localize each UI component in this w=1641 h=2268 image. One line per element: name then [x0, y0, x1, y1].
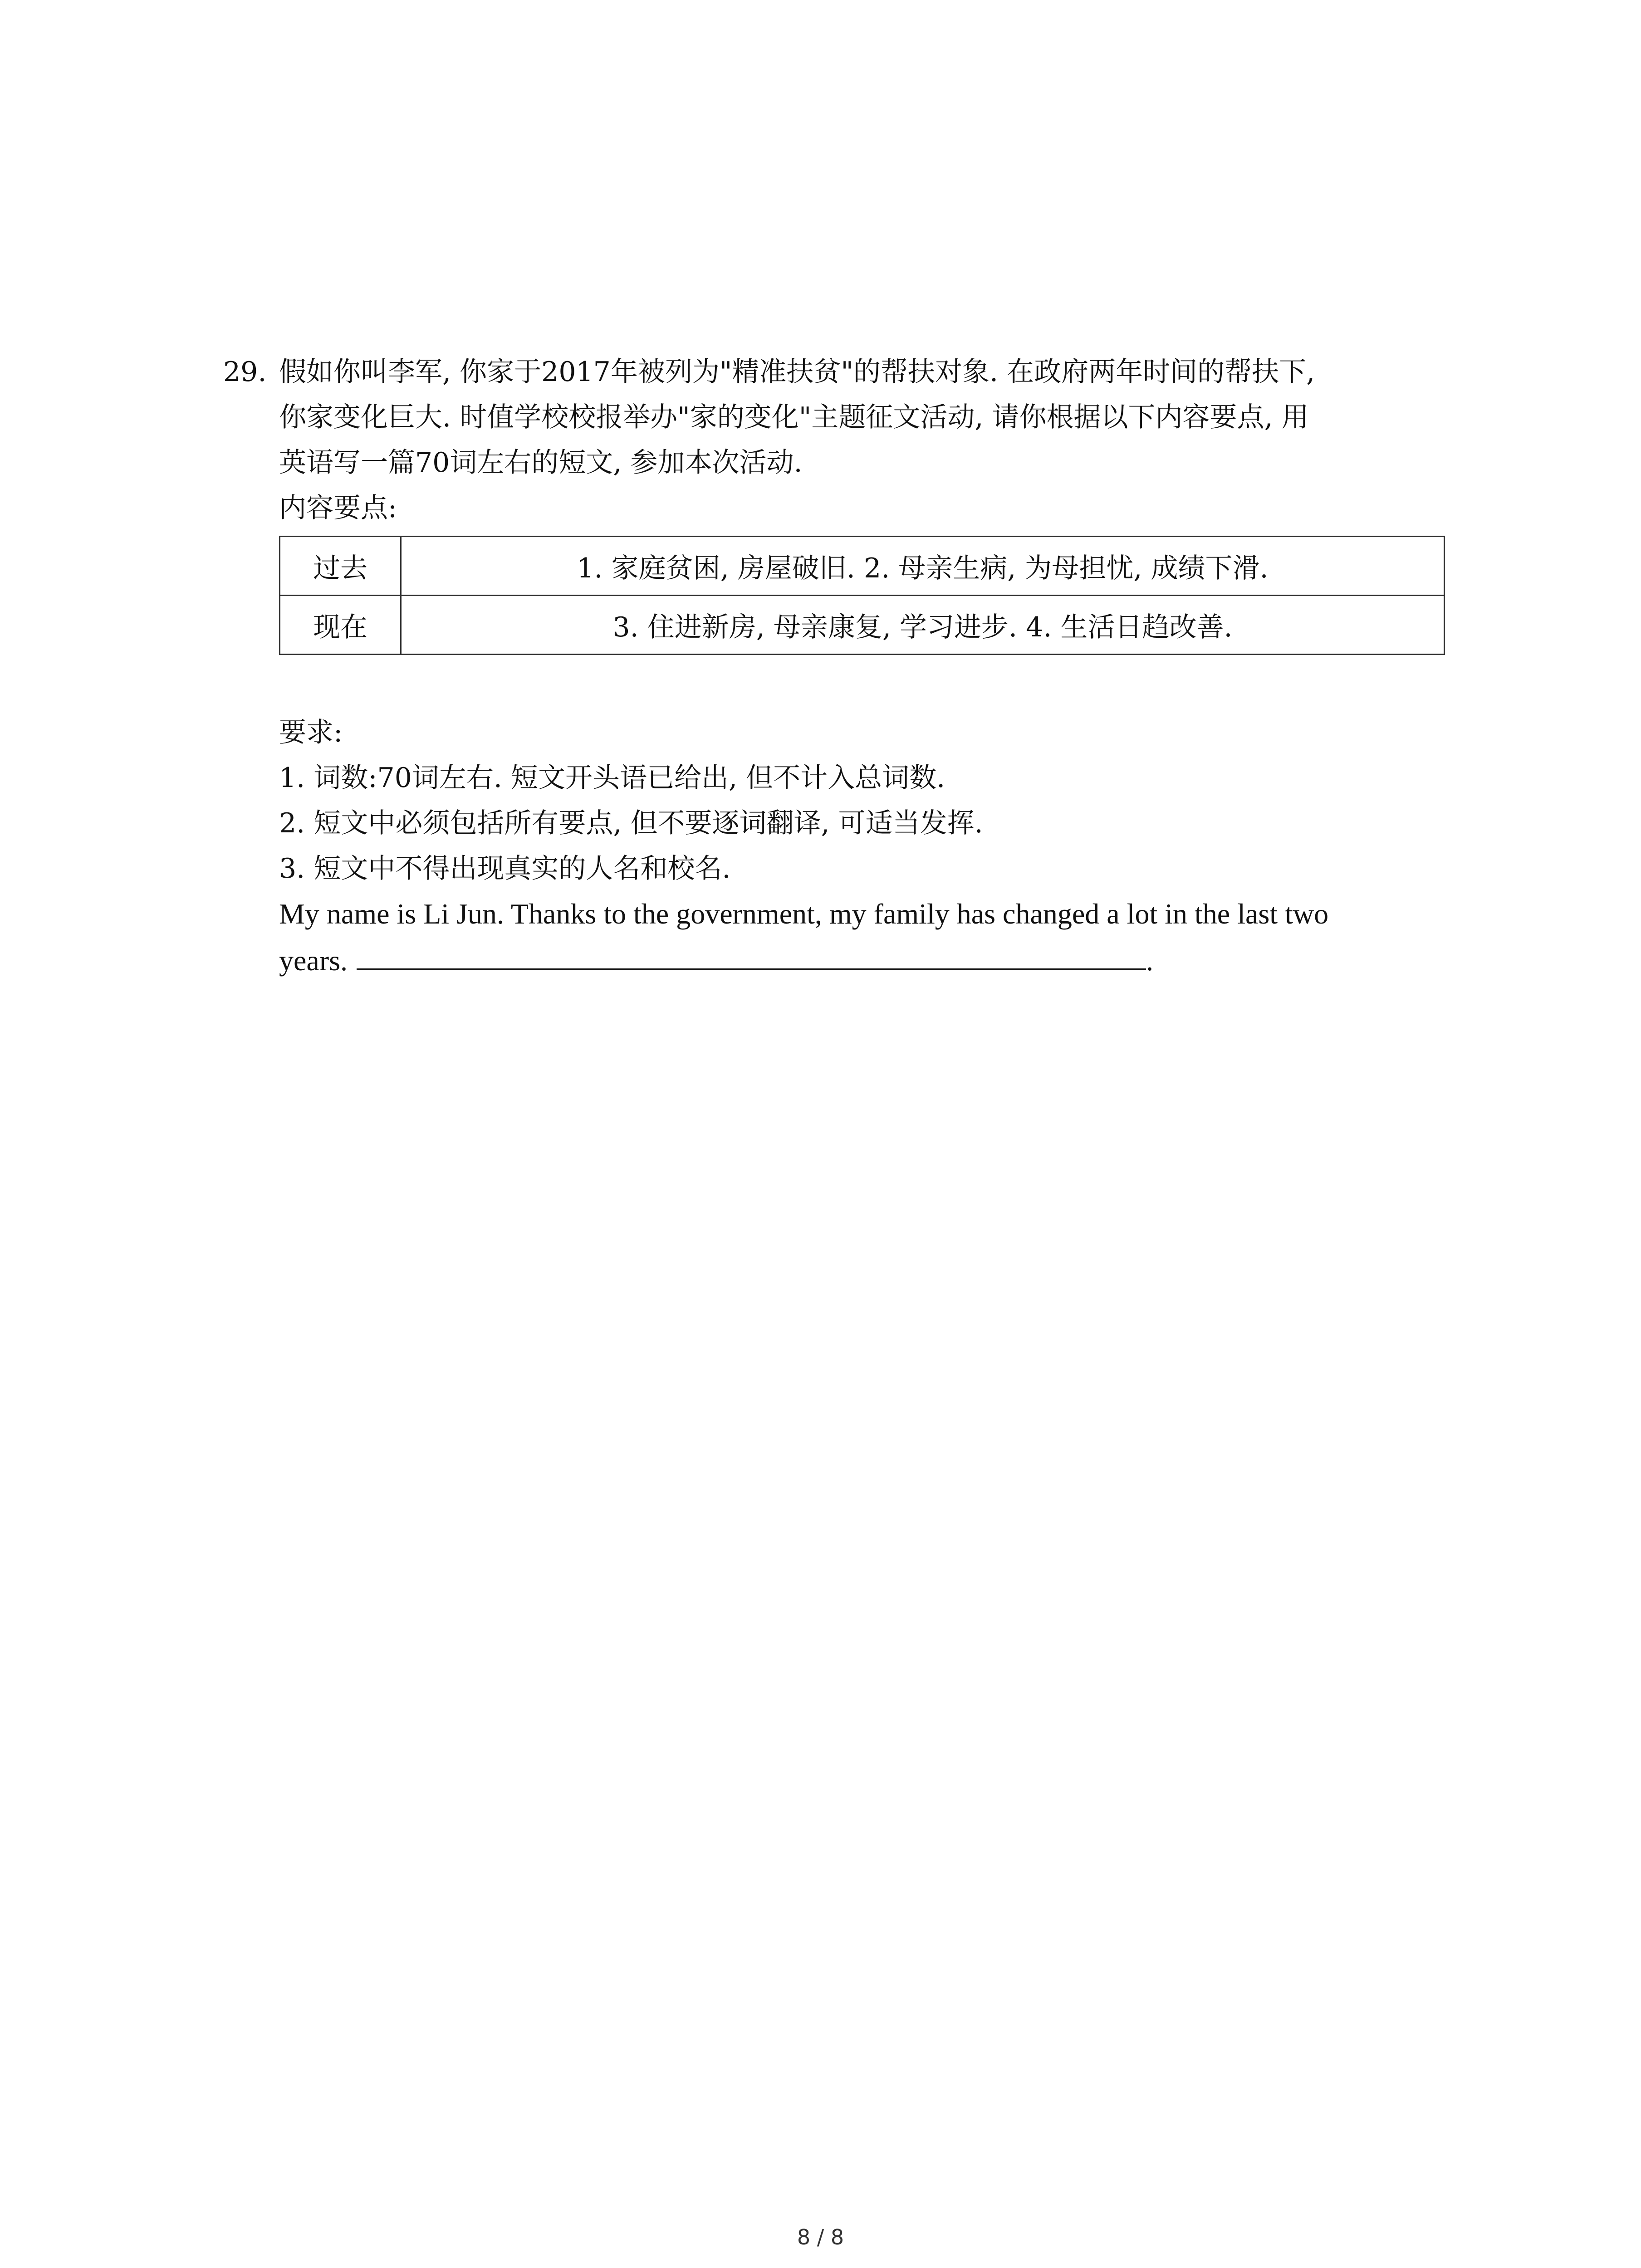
starter-line-2	[279, 943, 1153, 979]
content-points-table	[279, 536, 1445, 655]
answer-blank[interactable]	[357, 943, 1146, 970]
page-number: 8 / 8	[797, 2225, 844, 2249]
requirement-item-1: 1. 词数:70词左右. 短文开头语已给出, 但不计入总词数.	[279, 762, 945, 794]
question-line-1: 假如你叫李军, 你家于2017年被列为"精准扶贫"的帮扶对象. 在政府两年时间的帮扶下,	[279, 356, 1315, 388]
starter-prefix: years.	[279, 944, 348, 977]
question-line-2: 你家变化巨大. 时值学校校报举办"家的变化"主题征文活动, 请你根据以下内容要点, 用	[279, 401, 1309, 433]
question-number: 29.	[223, 356, 267, 388]
table-row	[280, 537, 1445, 596]
requirements-title: 要求:	[279, 717, 343, 748]
starter-suffix: .	[1146, 944, 1154, 977]
question-line-3: 英语写一篇70词左右的短文, 参加本次活动.	[279, 447, 803, 479]
row-label-past: 过去	[280, 537, 401, 596]
row-content-present: 3. 住进新房, 母亲康复, 学习进步. 4. 生活日趋改善.	[401, 596, 1445, 655]
row-label-present: 现在	[280, 596, 401, 655]
starter-line-1: My name is Li Jun. Thanks to the government, my family has changed a lot in the last two	[279, 898, 1329, 930]
requirement-item-3: 3. 短文中不得出现真实的人名和校名.	[279, 853, 731, 885]
table-row	[280, 596, 1445, 655]
row-content-past: 1. 家庭贫困, 房屋破旧. 2. 母亲生病, 为母担忧, 成绩下滑.	[401, 537, 1445, 596]
requirement-item-2: 2. 短文中必须包括所有要点, 但不要逐词翻译, 可适当发挥.	[279, 807, 983, 839]
content-points-label: 内容要点:	[279, 492, 397, 524]
